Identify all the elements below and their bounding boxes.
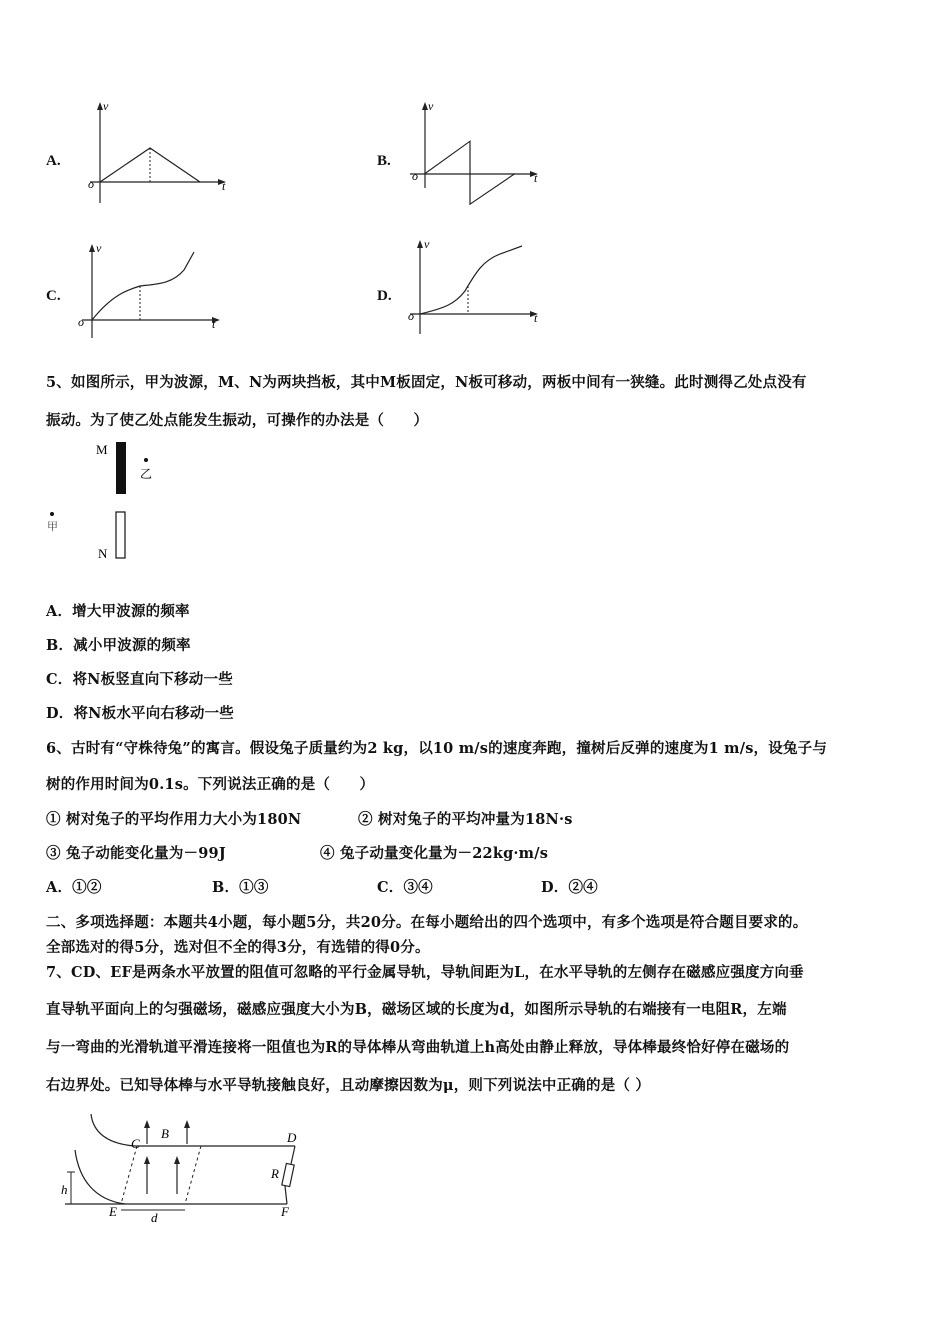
q6-stem-line1: 6、古时有“守株待兔”的寓言。假设兔子质量约为2 kg，以10 m/s的速度奔跑，撞树后反弹的速度为1 m/s，设兔子与 xyxy=(46,740,828,757)
n-plate xyxy=(116,512,125,558)
m-plate xyxy=(116,442,126,494)
q6-statement-4: ④ 兔子动量变化量为－22kg·m/s xyxy=(320,845,549,862)
d-label: d xyxy=(151,1210,158,1225)
q6-choice-a: A．①② xyxy=(46,879,102,896)
q6-statement-3: ③ 兔子动能变化量为－99J xyxy=(46,845,226,862)
q5-stem-line1: 5、如图所示，甲为波源，M、N为两块挡板，其中M板固定，N板可移动，两板中间有一狭缝。此时测得乙处点没有 xyxy=(46,374,807,391)
q5-option-b: B．减小甲波源的频率 xyxy=(46,637,191,654)
section2-line1: 二、多项选择题：本题共4小题，每小题5分，共20分。在每小题给出的四个选项中，有多个选项是符合题目要求的。 xyxy=(46,914,808,931)
graph-a xyxy=(80,98,240,208)
t-label: t xyxy=(222,179,226,193)
option-a-label: A. xyxy=(46,153,61,169)
origin-label: o xyxy=(88,177,94,191)
c-label: C xyxy=(131,1136,140,1151)
q5-option-a: A．增大甲波源的频率 xyxy=(46,603,190,620)
rail-ef xyxy=(75,1150,287,1204)
q7-figure xyxy=(55,1110,315,1225)
f-label: F xyxy=(281,1204,289,1219)
option-c-label: C. xyxy=(46,288,61,304)
svg-text:o: o xyxy=(412,169,418,183)
svg-text:t: t xyxy=(534,171,538,185)
q6-choice-c: C．③④ xyxy=(377,879,433,896)
svg-text:v: v xyxy=(96,241,102,255)
q5-option-d: D．将N板水平向右移动一些 xyxy=(46,705,234,722)
yi-label: 乙 xyxy=(140,467,153,481)
resistor xyxy=(282,1163,294,1186)
d-point-label: D xyxy=(287,1130,297,1145)
q5-option-c: C．将N板竖直向下移动一些 xyxy=(46,671,233,688)
q7-line1: 7、CD、EF是两条水平放置的阻值可忽略的平行金属导轨，导轨间距为L，在水平导轨的左侧存在磁感应强度方向垂 xyxy=(46,964,804,981)
q6-statement-2: ② 树对兔子的平均冲量为18N·s xyxy=(358,811,573,828)
svg-text:t: t xyxy=(212,317,216,331)
h-label: h xyxy=(61,1182,68,1197)
v-label: v xyxy=(103,99,109,113)
graph-c xyxy=(72,240,232,340)
jia-label: 甲 xyxy=(47,521,58,533)
q5-stem-line2: 振动。为了使乙处点能发生振动，可操作的办法是（ ） xyxy=(46,412,429,429)
q6-choice-d: D．②④ xyxy=(541,879,598,896)
svg-text:v: v xyxy=(424,237,430,251)
q7-line3: 与一弯曲的光滑轨道平滑连接将一阻值也为R的导体棒从弯曲轨道上h高处由静止释放，导体棒最终恰好停在磁场的 xyxy=(46,1039,790,1056)
svg-text:v: v xyxy=(428,99,434,113)
option-d-label: D. xyxy=(377,288,392,304)
rail-cd xyxy=(91,1114,295,1146)
n-label: N xyxy=(98,546,108,561)
q5-figure xyxy=(40,436,180,566)
option-b-label: B. xyxy=(377,153,391,169)
svg-text:t: t xyxy=(534,311,538,325)
m-label: M xyxy=(96,442,108,457)
q6-statement-1: ① 树对兔子的平均作用力大小为180N xyxy=(46,811,302,828)
graph-b xyxy=(400,98,560,208)
b-label: B xyxy=(161,1126,169,1141)
svg-text:o: o xyxy=(408,309,414,323)
q7-line2: 直导轨平面向上的匀强磁场，磁感应强度大小为B，磁场区域的长度为d，如图所示导轨的右端接有一电阻R，左端 xyxy=(46,1001,787,1018)
e-label: E xyxy=(109,1204,117,1219)
svg-text:o: o xyxy=(78,315,84,329)
q6-stem-line2: 树的作用时间为0.1s。下列说法正确的是（ ） xyxy=(46,776,375,793)
q6-choice-b: B．①③ xyxy=(212,879,269,896)
r-label: R xyxy=(271,1166,279,1181)
q7-line4: 右边界处。已知导体棒与水平导轨接触良好，且动摩擦因数为μ，则下列说法中正确的是（ ） xyxy=(46,1077,651,1094)
graph-d xyxy=(400,236,560,336)
section2-line2: 全部选对的得5分，选对但不全的得3分，有选错的得0分。 xyxy=(46,939,430,956)
